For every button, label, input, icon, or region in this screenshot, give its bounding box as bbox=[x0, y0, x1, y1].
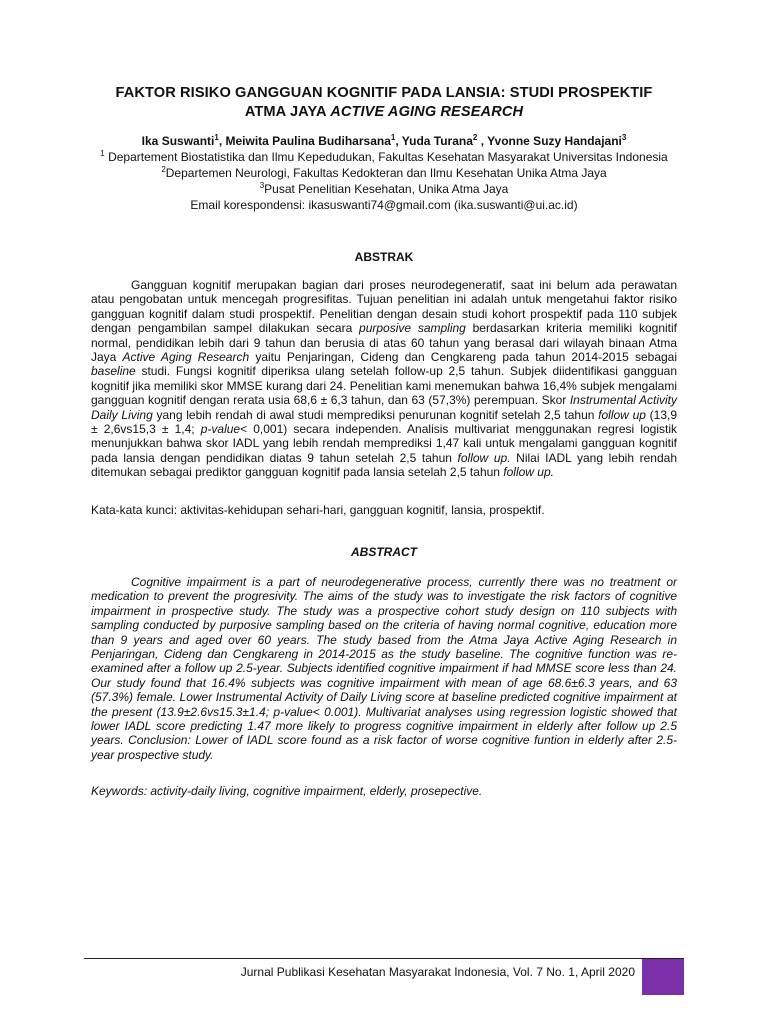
author-name: Yvonne Suzy Handajani bbox=[487, 134, 622, 148]
title-line-1: FAKTOR RISIKO GANGGUAN KOGNITIF PADA LANSIA: STUDI PROSPEKTIF bbox=[115, 85, 653, 101]
abstrak-keywords: Kata-kata kunci: aktivitas-kehidupan sehari-hari, gangguan kognitif, lansia, prospektif. bbox=[91, 503, 545, 517]
abstrak-italic-run: p-value bbox=[200, 422, 241, 437]
abstrak-body bbox=[91, 278, 677, 480]
affiliation-1 bbox=[40, 149, 728, 165]
abstrak-text-run: < 0,001) secara independen. Analisis multivariat menggunakan regresi logistik menunjukkan bahwa skor IADL yang lebih rendah memprediksi 1,47 kali untuk mengalami gangguan kognitif pada lansia dengan pendidikan diatas 9 tahun setelah 2,5 tahun bbox=[91, 422, 678, 465]
abstrak-italic-run: Instrumental Activity Daily Living bbox=[91, 393, 677, 422]
affiliation-text: Departemen Neurologi, Fakultas Kedokteran dan Ilmu Kesehatan Unika Atma Jaya bbox=[165, 166, 607, 180]
abstrak-text-run: Nilai IADL yang lebih rendah ditemukan sebagai prediktor gangguan kognitif pada lansia setelah 2,5 tahun bbox=[91, 450, 677, 480]
footer-accent-block bbox=[642, 959, 684, 995]
author-block bbox=[40, 133, 728, 213]
abstrak-heading: ABSTRAK bbox=[354, 250, 414, 264]
abstrak-text-run: (13,9 ± 2,6vs15,3 ± 1,4; bbox=[91, 407, 678, 437]
abstrak-text-run: studi. Fungsi kognitif diperiksa ulang setelah follow-up 2,5 tahun. Subjek diidentifikasi gangguan kognitif jika memiliki skor MMSE kurang dari 24. Penelitian kami menemukan bahwa 16,4% subjek mengalami gangguan kognitif dengan rerata usia 68,6 ± 6,3 tahun, dan 63 (57,3%) perempuan. Skor bbox=[91, 364, 677, 408]
abstrak-italic-run: Active Aging Research bbox=[122, 350, 250, 365]
affiliation-mark: 2 bbox=[161, 165, 166, 174]
author-name: Meiwita Paulina Budiharsana bbox=[225, 134, 391, 148]
author-affil-mark: 3 bbox=[621, 133, 627, 142]
affiliation-2 bbox=[40, 165, 728, 181]
affiliation-mark: 1 bbox=[100, 149, 105, 158]
journal-footer: Jurnal Publikasi Kesehatan Masyarakat Indonesia, Vol. 7 No. 1, April 2020 bbox=[240, 965, 635, 979]
author-name: Ika Suswanti bbox=[141, 134, 215, 148]
abstrak-text-run: yaitu Penjaringan, Cideng dan Cengkareng pada tahun 2014-2015 sebagai bbox=[249, 350, 678, 365]
correspondence-email: Email korespondensi: ikasuswanti74@gmail.com (ika.suswanti@ui.ac.id) bbox=[190, 198, 578, 212]
author-separator: , bbox=[395, 134, 402, 148]
abstrak-text-run: berdasarkan kriteria memiliki kognitif normal, pendidikan lebih dari 9 tahun dan berusia di atas 60 tahun yang berasal dari wilayah binaan Atma Jaya bbox=[91, 321, 677, 365]
abstract-keywords: Keywords: activity-daily living, cognitive impairment, elderly, prosepective. bbox=[91, 784, 483, 798]
paper-title bbox=[60, 84, 708, 122]
author-separator: , bbox=[218, 134, 226, 148]
affiliation-mark: 3 bbox=[259, 181, 265, 190]
author-affil-mark: 1 bbox=[214, 133, 219, 142]
author-affil-mark: 1 bbox=[390, 133, 396, 142]
abstrak-italic-run: baseline bbox=[91, 364, 136, 379]
affiliation-text: Departement Biostatistika dan Ilmu Kepedudukan, Fakultas Kesehatan Masyarakat Universitas Indonesia bbox=[104, 150, 668, 164]
title-line-2-plain: ATMA JAYA bbox=[244, 104, 331, 120]
abstrak-italic-run: purposive sampling bbox=[359, 321, 466, 336]
abstract-heading: ABSTRACT bbox=[351, 545, 417, 559]
abstrak-italic-run: follow up bbox=[598, 407, 646, 422]
author-name: Yuda Turana bbox=[401, 134, 473, 148]
abstract-body bbox=[91, 575, 677, 762]
author-list bbox=[40, 133, 728, 149]
abstrak-italic-run: follow up. bbox=[503, 465, 554, 480]
abstrak-italic-run: follow up. bbox=[457, 450, 511, 465]
author-separator: , bbox=[477, 134, 488, 148]
footer-rule bbox=[84, 958, 684, 959]
affiliation-text: Pusat Penelitian Kesehatan, Unika Atma Jaya bbox=[264, 182, 509, 196]
abstrak-text-run: yang lebih rendah di awal studi memprediksi penurunan kognitif setelah 2,5 tahun bbox=[152, 407, 599, 422]
abstrak-text-run: Gangguan kognitif merupakan bagian dari proses neurodegeneratif, saat ini belum ada perawatan atau pengobatan untuk mencegah progresifitas. Tujuan penelitian ini adalah untuk mengetahui faktor risiko gangguan kognitif dalam studi prospektif. Penelitian dengan desain studi kohort prospektif pada 110 subjek dengan pengambilan sampel dilakukan secara bbox=[91, 278, 677, 336]
affiliation-3 bbox=[40, 181, 728, 197]
abstract-text: Cognitive impairment is a part of neurodegenerative process, currently there was no treatment or medication to prevent the progresivity. The aims of the study was to investigate the risk factors of cognitive impairment in prospective study. The study was a prospective cohort study design on 110 subjects with sampling conducted by purposive sampling based on the criteria of having normal cognitive, education more than 9 years and aged over 60 years. The study based from the Atma Jaya Active Aging Research in Penjaringan, Cideng dan Cengkareng in 2014-2015 as the study baseline. The cognitive function was re-examined after a follow up 2.5-year. Subjects identified cognitive impairment if had MMSE score less than 24. Our study found that 16.4% subjects was cognitive impairment with mean of age 68.6±6.3 years, and 63 (57.3%) female. Lower Instrumental Activity of Daily Living score at baseline predicted cognitive impairment at the present (13.9±2.6vs15.3±1.4; p-value< 0.001). Multivariat analyses using regression logistic showed that lower IADL score predicting 1.47 more likely to progress cognitive impairment in elderly after follow up 2.5 years. Conclusion: Lower of IADL score found as a risk factor of worse cognitive funtion in elderly after 2.5-year prospective study. bbox=[91, 575, 677, 762]
title-line-2 bbox=[60, 103, 708, 122]
author-affil-mark: 2 bbox=[472, 133, 478, 142]
title-line-2-italic: ACTIVE AGING RESEARCH bbox=[330, 104, 524, 120]
